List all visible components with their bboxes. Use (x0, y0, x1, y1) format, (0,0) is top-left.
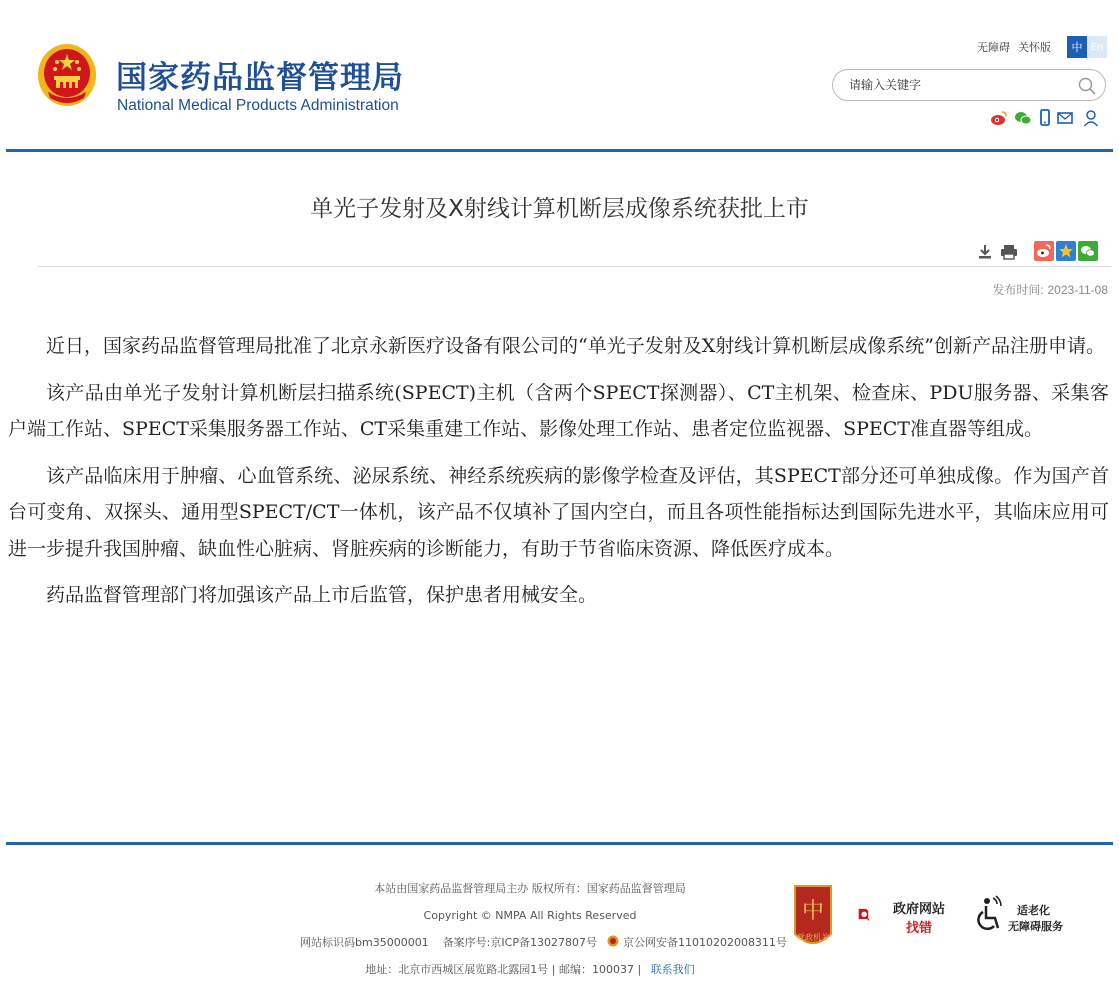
accessibility-service-icon[interactable] (977, 894, 1007, 934)
print-icon[interactable] (1000, 244, 1018, 260)
accessibility-service-subtitle[interactable]: 无障碍服务 (1008, 920, 1063, 933)
svg-text:中: 中 (801, 899, 825, 924)
site-title-english[interactable]: National Medical Products Administration (117, 97, 399, 114)
site-header (0, 0, 1119, 150)
wechat-icon[interactable] (1014, 109, 1032, 127)
accessibility-service-title[interactable]: 适老化 (1017, 904, 1050, 917)
care-mode-link[interactable]: 关怀版 (1018, 41, 1051, 54)
police-record-link[interactable]: 京公网安备11010202008311号 (622, 936, 787, 949)
header-divider (6, 149, 1113, 152)
article-paragraph: 近日，国家药品监督管理局批准了北京永新医疗设备有限公司的“单光子发射及X射线计算机断层成像系统”创新产品注册申请。 (46, 335, 1105, 357)
publish-date-value: 2023-11-08 (1047, 283, 1108, 297)
footer-address (300, 959, 760, 986)
footer-divider (6, 842, 1113, 845)
police-badge-icon (607, 935, 619, 947)
gov-site-error-icon[interactable] (858, 893, 892, 937)
site-title[interactable]: 国家药品监督管理局 (116, 60, 404, 96)
language-english-button[interactable]: En (1087, 36, 1107, 58)
footer-copyright: Copyright © NMPA All Rights Reserved (423, 909, 637, 922)
article-paragraph: 该产品临床用于肿瘤、心血管系统、泌尿系统、神经系统疾病的影像学检查及评估，其SPECT部分还可单独成像。作为国产首台可变角、双探头、通用型SPECT/CT一体机，该产品不仅填补了国内空白，而且各项性能指标达到国际先进水平，其临床应用可进一步提升我国肿瘤、缺血性心脏病、肾脏疾病的诊断能力，有助于节省临床资源、降低医疗成本。 (8, 464, 1109, 560)
title-divider (38, 266, 1111, 267)
publish-date-label: 发布时间: (992, 283, 1044, 297)
footer-info (300, 878, 787, 986)
icp-record-link[interactable]: 备案序号:京ICP备13027807号 (442, 936, 597, 949)
user-icon[interactable] (1083, 109, 1099, 127)
search-input[interactable] (849, 75, 1069, 95)
top-links (977, 36, 1107, 58)
weibo-icon[interactable] (990, 109, 1008, 127)
svg-text:党政机关: 党政机关 (797, 933, 829, 942)
site-id: 网站标识码bm35000001 (300, 936, 429, 949)
search-icon[interactable] (1077, 76, 1097, 96)
article-tools (972, 240, 1112, 264)
party-government-badge-icon[interactable] (791, 882, 835, 952)
mail-icon[interactable] (1057, 109, 1073, 127)
article-paragraph: 药品监督管理部门将加强该产品上市后监管，保护患者用械安全。 (46, 584, 598, 606)
article-paragraph: 该产品由单光子发射计算机断层扫描系统(SPECT)主机（含两个SPECT探测器）、CT主机架、检查床、PDU服务器、采集客户端工作站、SPECT采集服务器工作站、CT采集重建工作站、影像处理工作站、患者定位监视器、SPECT准直器等组成。 (8, 381, 1109, 440)
gov-site-error-subtitle[interactable]: 找错 (906, 921, 933, 936)
footer-records (300, 932, 787, 959)
favorite-icon[interactable] (1056, 241, 1076, 261)
search-box (832, 69, 1106, 101)
share-weibo-icon[interactable] (1034, 241, 1054, 261)
social-links (990, 109, 1106, 129)
footer-sponsor: 本站由国家药品监督管理局主办 版权所有：国家药品监督管理局 (374, 882, 686, 895)
download-icon[interactable] (977, 244, 993, 260)
article-body (8, 328, 1109, 624)
gov-site-error-title[interactable]: 政府网站 (893, 902, 946, 917)
publish-date (992, 281, 1108, 298)
national-emblem-icon[interactable] (36, 42, 98, 108)
language-chinese-button[interactable]: 中 (1067, 36, 1087, 58)
article-title: 单光子发射及X射线计算机断层成像系统获批上市 (310, 196, 809, 222)
mobile-icon[interactable] (1039, 109, 1051, 127)
address-text: 地址：北京市西城区展览路北露园1号 | 邮编：100037 | (365, 963, 642, 976)
contact-us-link[interactable]: 联系我们 (650, 963, 695, 976)
share-wechat-icon[interactable] (1078, 241, 1098, 261)
accessibility-link[interactable]: 无障碍 (977, 41, 1010, 54)
